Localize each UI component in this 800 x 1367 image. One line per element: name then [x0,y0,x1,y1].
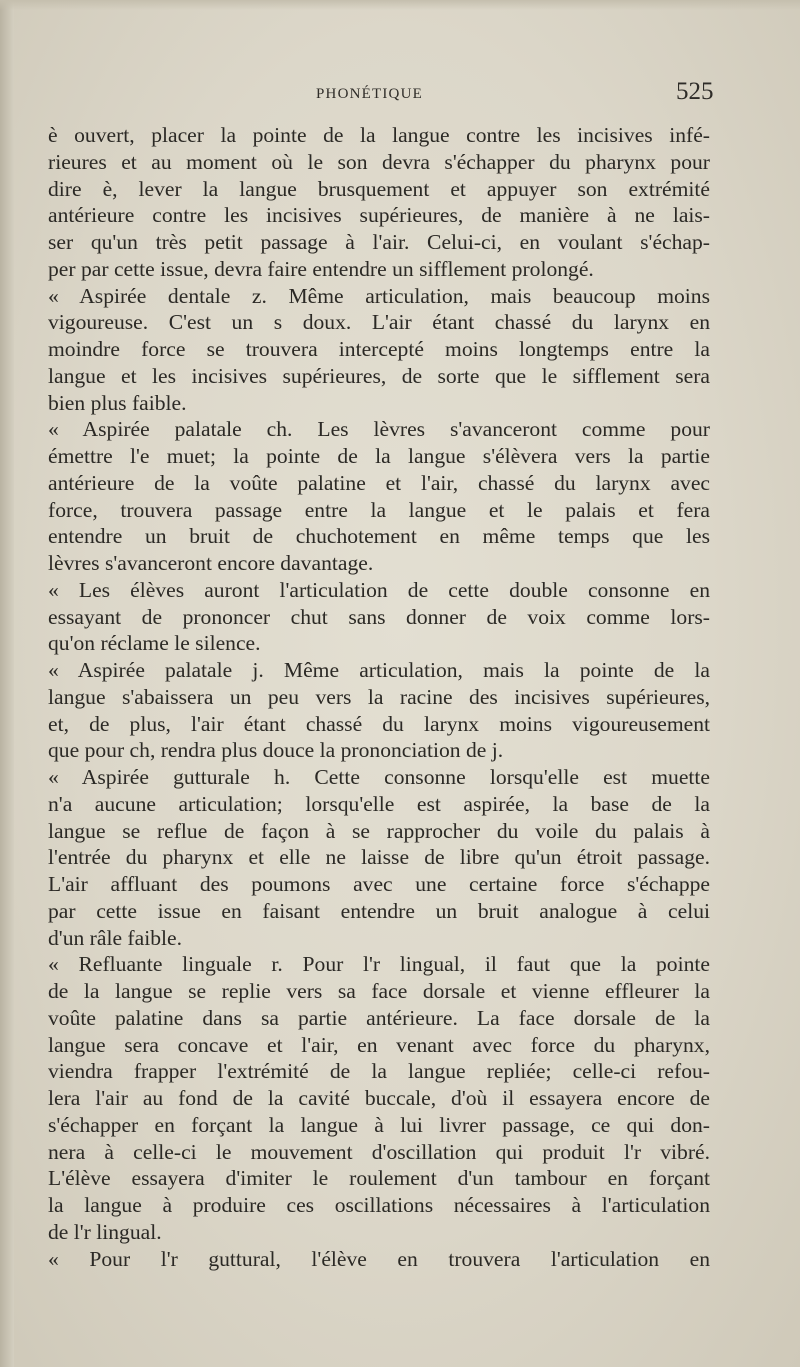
text-line: antérieure de la voûte palatine et l'air, chassé du larynx avec [48,470,710,495]
text-line: langue s'abaissera un peu vers la racine des incisives supérieures, [48,684,710,709]
text-line: moindre force se trouvera intercepté moins longtemps entre la [48,337,710,361]
text-line: langue sera concave et l'air, en venant avec force du pharynx, [48,1032,710,1057]
text-line: viendra frapper l'extrémité de la langue repliée; celle-ci refou- [48,1059,710,1084]
text-line: « Les élèves auront l'articulation de cette double consonne en [48,577,710,602]
text-line: nera à celle-ci le mouvement d'oscillation qui produit l'r vibré. [48,1139,710,1164]
page-gutter-shadow [0,0,14,1367]
text-line: « Aspirée gutturale h. Cette consonne lorsqu'elle est muette [48,765,710,789]
text-line: vigoureuse. C'est un s doux. L'air étant chassé du larynx en [48,310,710,335]
text-line: émettre l'e muet; la pointe de la langue s'élèvera vers la partie [48,444,710,468]
text-line: langue se reflue de façon à se rapprocher du voile du palais à [48,818,710,843]
text-line: L'air affluant des poumons avec une certaine force s'échappe [48,872,710,896]
text-line: voûte palatine dans sa partie antérieure. La face dorsale de la [48,1005,710,1030]
running-title: PHONÉTIQUE [316,86,423,102]
text-line: è ouvert, placer la pointe de la langue contre les incisives infé- [48,123,710,147]
text-line: bien plus faible. [48,390,187,415]
text-line: n'a aucune articulation; lorsqu'elle est aspirée, la base de la [48,791,710,816]
text-line: rieures et au moment où le son devra s'échapper du pharynx pour [48,149,710,174]
text-line: force, trouvera passage entre la langue et le palais et fera [48,497,710,522]
text-line: de l'r lingual. [48,1219,162,1244]
text-line: dire è, lever la langue brusquement et appuyer son extrémité [48,176,710,201]
text-line: ser qu'un très petit passage à l'air. Celui-ci, en voulant s'échap- [48,230,710,254]
text-line: langue et les incisives supérieures, de sorte que le sifflement sera [48,363,710,388]
text-line: par cette issue en faisant entendre un bruit analogue à celui [48,898,710,923]
text-line: s'échapper en forçant la langue à lui livrer passage, ce qui don- [48,1112,710,1137]
text-line: « Aspirée palatale j. Même articulation, mais la pointe de la [48,658,710,682]
text-line: et, de plus, l'air étant chassé du larynx moins vigoureusement [48,711,710,736]
text-line: antérieure contre les incisives supérieures, de manière à ne lais- [48,203,710,228]
text-line: que pour ch, rendra plus douce la prononciation de j. [48,738,504,763]
text-line: essayant de prononcer chut sans donner de voix comme lors- [48,604,710,629]
text-line: L'élève essayera d'imiter le roulement d'un tambour en forçant [48,1166,710,1191]
text-line: qu'on réclame le silence. [48,631,261,656]
text-line: « Pour l'r guttural, l'élève en trouvera l'articulation en [48,1246,710,1271]
text-line: entendre un bruit de chuchotement en même temps que les [48,524,710,549]
running-head [0,78,800,110]
text-line: « Refluante linguale r. Pour l'r lingual, il faut que la pointe [48,952,710,977]
text-line: per par cette issue, devra faire entendre un sifflement prolongé. [48,256,594,281]
text-line: la langue à produire ces oscillations nécessaires à l'articulation [48,1193,710,1217]
text-line: l'entrée du pharynx et elle ne laisse de libre qu'un étroit passage. [48,845,710,870]
body-text [48,122,710,1272]
text-line: lera l'air au fond de la cavité buccale, d'où il essayera encore de [48,1086,710,1110]
text-line: « Aspirée palatale ch. Les lèvres s'avanceront comme pour [48,417,710,442]
text-line: « Aspirée dentale z. Même articulation, mais beaucoup moins [48,283,710,308]
page-number: 525 [676,78,714,105]
text-line: lèvres s'avanceront encore davantage. [48,551,374,575]
text-line: de la langue se replie vers sa face dorsale et vienne effleurer la [48,979,710,1003]
text-line: d'un râle faible. [48,925,182,950]
page-top-shadow [0,0,800,10]
